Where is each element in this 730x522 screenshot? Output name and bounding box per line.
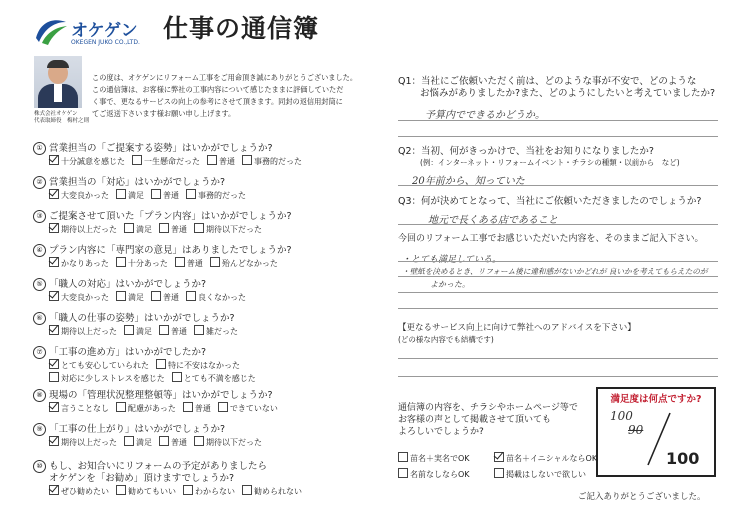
question-number: ①: [33, 142, 46, 155]
advice-note: (どの様な内容でも結構です): [398, 335, 494, 344]
q3-text: Q3：何が決めてとなって、当社にご依頼いただきましたのでしょうか?: [398, 196, 702, 207]
checkbox[interactable]: [242, 155, 252, 165]
option-label: とても安心していられた: [61, 361, 149, 370]
checkbox[interactable]: [49, 436, 59, 446]
question-number: ⑥: [33, 312, 46, 325]
option[interactable]: [116, 487, 176, 496]
q4-title: 今回のリフォーム工事でお感じいただいた内容を、そのままご記入下さい。: [398, 234, 704, 244]
option-label: 大変良かった: [61, 191, 109, 200]
president-small: 代表取締役 梅村之則: [34, 118, 90, 124]
options-row: [33, 257, 292, 270]
intro-line: この度は、オケゲンにリフォーム工事をご用命頂き誠にありがとうございました。: [92, 73, 358, 82]
checkbox[interactable]: [398, 468, 408, 478]
option-label: 掲載はしないで欲しい: [506, 470, 586, 479]
checkbox[interactable]: [49, 372, 59, 382]
checkbox[interactable]: [186, 291, 196, 301]
options-row: [33, 155, 309, 168]
checkbox[interactable]: [49, 291, 59, 301]
option-label: かなりあった: [61, 259, 109, 268]
option[interactable]: [49, 259, 109, 268]
option[interactable]: [132, 157, 200, 166]
question-text: [33, 176, 253, 189]
option[interactable]: [186, 293, 246, 302]
option-label: 対応に少しストレスを感じた: [61, 374, 165, 383]
option[interactable]: [49, 157, 125, 166]
option[interactable]: [183, 487, 235, 496]
question-number: ⑤: [33, 278, 46, 291]
question-3: [33, 210, 292, 236]
divider: [398, 292, 718, 293]
option-label: 普通: [186, 259, 203, 268]
options-row: [33, 189, 253, 202]
q2-note: (例：インターネット・リフォームイベント・チラシの種類・以前から など): [420, 158, 680, 167]
intro-line: てご返送下さいます様お願い申し上げます。: [92, 109, 236, 118]
checkbox[interactable]: [210, 257, 220, 267]
option[interactable]: [186, 191, 246, 200]
options-row: [33, 359, 263, 372]
options-row: [33, 372, 263, 385]
checkbox[interactable]: [159, 325, 169, 335]
divider: [398, 358, 718, 359]
question-7: [33, 346, 263, 385]
q4-answer: ・とても満足している。: [402, 255, 502, 265]
checkbox[interactable]: [124, 223, 134, 233]
option[interactable]: [124, 225, 152, 234]
checkbox[interactable]: [194, 325, 204, 335]
question-text: [33, 278, 253, 291]
question-5: [33, 278, 253, 304]
question-10: [33, 460, 309, 498]
checkbox[interactable]: [49, 155, 59, 165]
checkbox[interactable]: [116, 291, 126, 301]
score-handwritten: 100: [610, 409, 633, 423]
checkbox[interactable]: [159, 223, 169, 233]
publish-option[interactable]: [494, 452, 597, 465]
question-label: 「職人の対応」はいかがでしょうか?: [49, 279, 207, 290]
option[interactable]: [151, 191, 179, 200]
thanks-text: ご記入ありがとうございました。: [578, 492, 706, 502]
option-label: 十分あった: [127, 259, 168, 268]
option[interactable]: [49, 327, 117, 336]
checkbox[interactable]: [49, 485, 59, 495]
q2-text: Q2：当初、何がきっかけで、当社をお知りになりましたか?: [398, 146, 654, 157]
checkbox[interactable]: [151, 291, 161, 301]
q3-answer: 地元で長くある店であること: [428, 215, 558, 226]
q1-block: [398, 76, 715, 100]
question-label: 営業担当の「対応」はいかがでしょうか?: [49, 177, 226, 188]
question-text: [33, 142, 309, 155]
checkbox[interactable]: [494, 452, 504, 462]
option[interactable]: [116, 293, 144, 302]
checkbox[interactable]: [156, 359, 166, 369]
score-handwritten-struck: 90: [628, 423, 644, 437]
option[interactable]: [159, 327, 187, 336]
divider: [398, 136, 718, 137]
question-label: 営業担当の「ご提案する姿勢」はいかがでしょうか?: [49, 143, 273, 154]
option[interactable]: [49, 374, 165, 383]
options-row: [33, 291, 253, 304]
checkbox[interactable]: [124, 325, 134, 335]
option-label: 事務的だった: [198, 191, 246, 200]
option-label: 満足: [136, 225, 152, 234]
option[interactable]: [194, 225, 262, 234]
question-text-2: オケゲンを「お勧め」頂けますでしょうか?: [49, 473, 235, 484]
option-label: 普通: [163, 293, 179, 302]
option-label: できていない: [229, 404, 278, 413]
option-label: 期待以上だった: [61, 438, 117, 447]
options-row: [33, 485, 309, 498]
option[interactable]: [49, 191, 109, 200]
option-label: 良くなかった: [198, 293, 246, 302]
option[interactable]: [49, 404, 109, 413]
question-text: [33, 346, 263, 359]
option-label: 満足: [128, 293, 144, 302]
checkbox[interactable]: [116, 402, 126, 412]
option-label: 十分誠意を感じた: [61, 157, 125, 166]
options-row: [33, 325, 245, 338]
question-text: [33, 389, 285, 402]
option[interactable]: [210, 259, 278, 268]
option-label: 言うことなし: [61, 404, 109, 413]
divider: [398, 276, 718, 277]
checkbox[interactable]: [49, 402, 59, 412]
option-label: 普通: [171, 327, 187, 336]
question-label: 現場の「管理状況整理整頓等」はいかがでしょうか?: [49, 390, 273, 401]
intro-text: [92, 72, 357, 120]
q1-text: Q1：当社にご依頼いただく前は、どのような事が不安で、どのような: [398, 76, 697, 87]
question-label: 「職人の仕事の姿勢」はいかがでしょうか?: [49, 313, 235, 324]
checkbox[interactable]: [124, 436, 134, 446]
option-label: 苗名＋イニシャルならOK: [506, 454, 598, 463]
option[interactable]: [124, 438, 152, 447]
option[interactable]: [175, 259, 203, 268]
option-label: 勧めてもいい: [128, 487, 176, 496]
question-9: [33, 423, 269, 449]
checkbox[interactable]: [194, 436, 204, 446]
option-label: 期待以下だった: [206, 225, 262, 234]
options-row: [33, 402, 285, 415]
divider: [398, 185, 718, 186]
publish-text: 通信簿の内容を、チラシやホームページ等で: [398, 403, 578, 413]
checkbox[interactable]: [132, 155, 142, 165]
options-row: [33, 223, 292, 236]
question-label: 「工事の仕上がり」はいかがでしょうか?: [49, 424, 226, 435]
question-6: [33, 312, 245, 338]
option-label: 名前なしならOK: [410, 470, 470, 479]
divider: [398, 224, 718, 225]
option-label: 普通: [219, 157, 235, 166]
question-8: [33, 389, 285, 415]
page-title: 仕事の通信簿: [163, 14, 320, 43]
intro-line: く事で、更なるサービスの向上の参考にさせて頂きます。同封の返信用封筒に: [92, 97, 343, 106]
publish-option[interactable]: [398, 452, 470, 465]
checkbox[interactable]: [183, 485, 193, 495]
option-label: 期待以上だった: [61, 225, 117, 234]
option[interactable]: [156, 361, 240, 370]
question-number: ⑩: [33, 460, 46, 473]
option-label: 普通: [171, 438, 187, 447]
publish-option[interactable]: [398, 468, 470, 481]
option-label: 事務的だった: [254, 157, 302, 166]
option[interactable]: [207, 157, 235, 166]
option-label: わからない: [195, 487, 235, 496]
option-label: とても不満を感じた: [183, 374, 256, 383]
intro-line: この通信簿は、お客様に弊社の工事内容について感じたままに評価していただ: [92, 85, 344, 94]
score-title: 満足度は何点ですか?: [610, 394, 702, 405]
publish-block: [398, 402, 578, 438]
option[interactable]: [159, 438, 187, 447]
question-number: ③: [33, 210, 46, 223]
q4-answer: ・壁紙を決めるとき、リフォーム後に違和感がないかどれが 良いかを考えてもらえたのが: [402, 267, 708, 276]
score-total: 100: [666, 449, 700, 468]
question-label: 「工事の進め方」はいかがでしたか?: [49, 347, 207, 358]
option[interactable]: [151, 293, 179, 302]
option-label: 普通: [171, 225, 187, 234]
option[interactable]: [194, 438, 262, 447]
option[interactable]: [49, 361, 149, 370]
option[interactable]: [183, 404, 211, 413]
checkbox[interactable]: [218, 402, 228, 412]
option[interactable]: [49, 293, 109, 302]
option-label: 普通: [163, 191, 179, 200]
option-label: 勧められない: [254, 487, 302, 496]
advice-title: 【更なるサービス向上に向けて弊社へのアドバイスを下さい】: [398, 323, 636, 333]
publish-text: お客様の声として掲載させて頂いても: [398, 415, 552, 425]
option[interactable]: [159, 225, 187, 234]
option[interactable]: [116, 259, 168, 268]
publish-text: よろしいでしょうか?: [398, 427, 484, 437]
option[interactable]: [194, 327, 238, 336]
divider: [398, 376, 718, 377]
option-label: 普通: [194, 404, 211, 413]
question-label: もし、お知合いにリフォームの予定がありましたら: [49, 461, 268, 472]
option-label: 雑だった: [206, 327, 238, 336]
option[interactable]: [49, 438, 117, 447]
question-number: ⑧: [33, 389, 46, 402]
logo-sub: OKEGEN JUKO CO.,LTD.: [71, 39, 140, 46]
q2-answer: 20年前から、知っていた: [412, 176, 525, 187]
checkbox[interactable]: [151, 189, 161, 199]
question-number: ④: [33, 244, 46, 257]
checkbox[interactable]: [49, 189, 59, 199]
option[interactable]: [242, 157, 302, 166]
question-2: [33, 176, 253, 202]
divider: [398, 308, 718, 309]
options-row: [33, 436, 269, 449]
question-text: [33, 312, 245, 325]
option-label: 一生懸命だった: [144, 157, 200, 166]
checkbox[interactable]: [49, 223, 59, 233]
option-label: 特に不安はなかった: [168, 361, 240, 370]
checkbox[interactable]: [494, 468, 504, 478]
q4-answer: よかった。: [430, 280, 470, 289]
company-small: 株式会社オケゲン: [34, 111, 78, 117]
question-number: ⑦: [33, 346, 46, 359]
option[interactable]: [172, 374, 256, 383]
logo-text: オケゲン: [71, 21, 138, 41]
logo-mark-icon: [33, 16, 69, 46]
divider: [398, 261, 718, 262]
question-label: ご提案させて頂いた「プラン内容」はいかがでしょうか?: [49, 211, 292, 222]
checkbox[interactable]: [194, 223, 204, 233]
question-text: [33, 244, 292, 257]
checkbox[interactable]: [186, 189, 196, 199]
publish-option[interactable]: [494, 468, 586, 481]
option[interactable]: [242, 487, 302, 496]
checkbox[interactable]: [175, 257, 185, 267]
option[interactable]: [49, 487, 109, 496]
option-label: 大変良かった: [61, 293, 109, 302]
score-box: [596, 387, 716, 477]
checkbox[interactable]: [398, 452, 408, 462]
checkbox[interactable]: [242, 485, 252, 495]
checkbox[interactable]: [49, 359, 59, 369]
question-number: ②: [33, 176, 46, 189]
question-text: [33, 423, 269, 436]
option[interactable]: [116, 191, 144, 200]
option-label: 満足: [136, 327, 152, 336]
checkbox[interactable]: [183, 402, 193, 412]
option-label: ぜひ勧めたい: [61, 487, 109, 496]
question-number: ⑨: [33, 423, 46, 436]
checkbox[interactable]: [49, 325, 59, 335]
q1-text: お悩みがありましたか?また、どのようにしたいと考えていましたか?: [420, 88, 716, 99]
option[interactable]: [116, 404, 176, 413]
option[interactable]: [49, 225, 117, 234]
q1-answer: 予算内でできるかどうか。: [425, 110, 545, 121]
question-1: [33, 142, 309, 168]
checkbox[interactable]: [159, 436, 169, 446]
option[interactable]: [218, 404, 278, 413]
option-label: 配慮があった: [128, 404, 176, 413]
option-label: 殆んどなかった: [221, 259, 278, 268]
checkbox[interactable]: [207, 155, 217, 165]
option-label: 満足: [136, 438, 152, 447]
checkbox[interactable]: [116, 189, 126, 199]
question-label: プラン内容に「専門家の意見」はありましたでしょうか?: [49, 245, 292, 256]
option-label: 満足: [128, 191, 144, 200]
option[interactable]: [124, 327, 152, 336]
option-label: 期待以上だった: [61, 327, 117, 336]
question-text: [33, 460, 309, 473]
checkbox[interactable]: [49, 257, 59, 267]
q2-block: [398, 146, 680, 168]
option-label: 期待以下だった: [206, 438, 262, 447]
checkbox[interactable]: [116, 257, 126, 267]
checkbox[interactable]: [116, 485, 126, 495]
checkbox[interactable]: [172, 372, 182, 382]
question-4: [33, 244, 292, 270]
question-text: [33, 210, 292, 223]
logo: [33, 14, 153, 54]
option-label: 苗名＋実名でOK: [410, 454, 470, 463]
divider: [398, 120, 718, 121]
avatar: [34, 56, 82, 108]
